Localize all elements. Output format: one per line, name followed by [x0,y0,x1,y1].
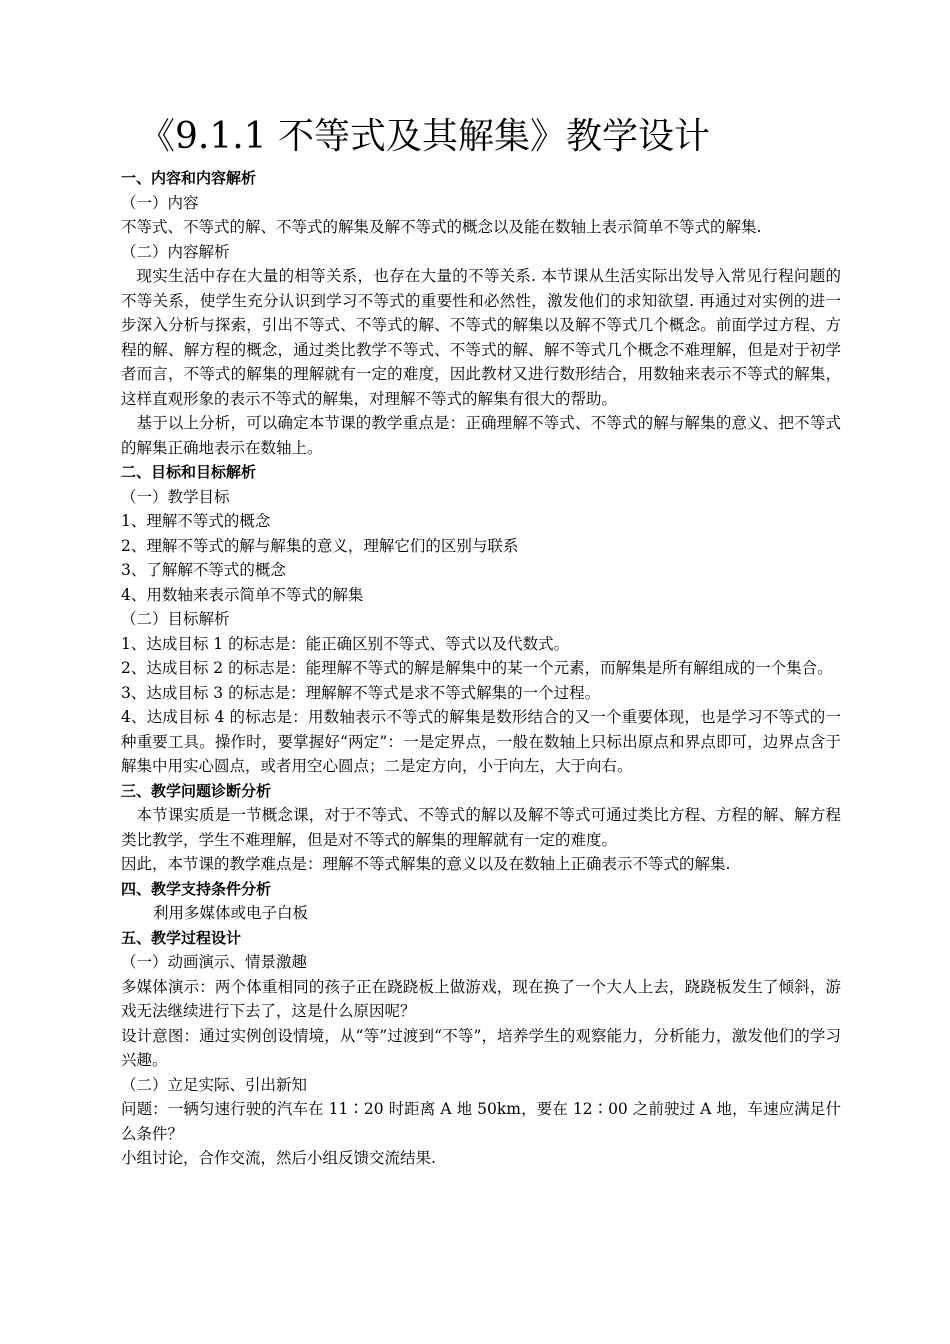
section-5-paragraph-4: 小组讨论，合作交流，然后小组反馈交流结果. [121,1149,436,1167]
section-1-sub-2: （二）内容解析 [121,242,230,261]
goal-item: 3、了解解不等式的概念 [121,561,286,579]
section-5-paragraph-1: 多媒体演示：两个体重相同的孩子正在跷跷板上做游戏，现在换了一个大人上去，跷跷板发生了倾斜，游戏无法继续进行下去了，这是什么原因呢？ [121,977,841,1020]
section-2-sub-1: （一）教学目标 [121,487,230,506]
section-3-paragraph-2: 因此，本节课的教学难点是：理解不等式解集的意义以及在数轴上正确表示不等式的解集. [121,855,731,873]
section-4-heading: 四、教学支持条件分析 [121,879,272,898]
document-title: 《9.1.1 不等式及其解集》教学设计 [139,116,711,157]
section-4-paragraph-1: 利用多媒体或电子白板 [153,904,309,922]
section-1-paragraph-1: 不等式、不等式的解、不等式的解集及解不等式的概念以及能在数轴上表示简单不等式的解集. [121,218,762,236]
section-1-sub-1: （一）内容 [121,193,199,212]
section-3-paragraph-1: 本节课实质是一节概念课，对于不等式、不等式的解以及解不等式可通过类比方程、方程的解、解方程类比教学，学生不难理解，但是对不等式的解集的理解就有一定的难度。 [121,806,841,849]
section-5-sub-2: （二）立足实际、引出新知 [121,1075,308,1094]
section-5-paragraph-2: 设计意图：通过实例创设情境，从“等”过渡到“不等”，培养学生的观察能力，分析能力，激发他们的学习兴趣。 [121,1026,841,1069]
section-1-heading: 一、内容和内容解析 [121,169,257,187]
section-3-heading: 三、教学问题诊断分析 [121,781,272,800]
section-1-paragraph-3: 基于以上分析，可以确定本节课的教学重点是：正确理解不等式、不等式的解与解集的意义、把不等式的解集正确地表示在数轴上。 [121,414,841,457]
section-2-heading: 二、目标和目标解析 [121,463,257,481]
goal-item: 1、理解不等式的概念 [121,512,271,530]
analysis-item: 2、达成目标 2 的标志是：能理解不等式的解是解集中的某一个元素，而解集是所有解组成的一个集合。 [121,659,833,677]
goal-item: 4、用数轴来表示简单不等式的解集 [121,585,364,604]
goal-item: 2、理解不等式的解与解集的意义，理解它们的区别与联系 [121,536,519,555]
section-5-paragraph-3: 问题：一辆匀速行驶的汽车在 11∶20 时距离 A 地 50km，要在 12∶00 之前驶过 A 地，车速应满足什么条件？ [121,1100,841,1143]
analysis-item: 1、达成目标 1 的标志是：能正确区别不等式、等式以及代数式。 [121,634,570,653]
analysis-item: 4、达成目标 4 的标志是：用数轴表示不等式的解集是数形结合的又一个重要体现，也是学习不等式的一种重要工具。操作时，要掌握好“两定”：一是定界点，一般在数轴上只标出原点和界点即可，边界点含于解集中用实心圆点，或者用空心圆点；二是定方向，小于向左，大于向右。 [121,708,841,775]
section-5-sub-1: （一）动画演示、情景激趣 [121,953,308,971]
section-5-heading: 五、教学过程设计 [121,928,242,947]
document-body [121,114,841,1171]
section-1-paragraph-2: 现实生活中存在大量的相等关系，也存在大量的不等关系. 本节课从生活实际出发导入常见行程问题的不等关系，使学生充分认识到学习不等式的重要性和必然性，激发他们的求知欲望. 再通过对实例的进一步深入分析与探索，引出不等式、不等式的解、不等式的解集以及解不等式几个概念。前面学过方程、方程的解、解方程的概念，通过类比教学不等式、不等式的解、解不等式几个概念不难理解，但是对于初学者而言，不等式的解集的理解就有一定的难度，因此教材又进行数形结合，用数轴来表示不等式的解集，这样直观形象的表示不等式的解集，对理解不等式的解集有很大的帮助。 [121,267,841,408]
analysis-item: 3、达成目标 3 的标志是：理解解不等式是求不等式解集的一个过程。 [121,683,601,702]
section-2-sub-2: （二）目标解析 [121,610,230,628]
